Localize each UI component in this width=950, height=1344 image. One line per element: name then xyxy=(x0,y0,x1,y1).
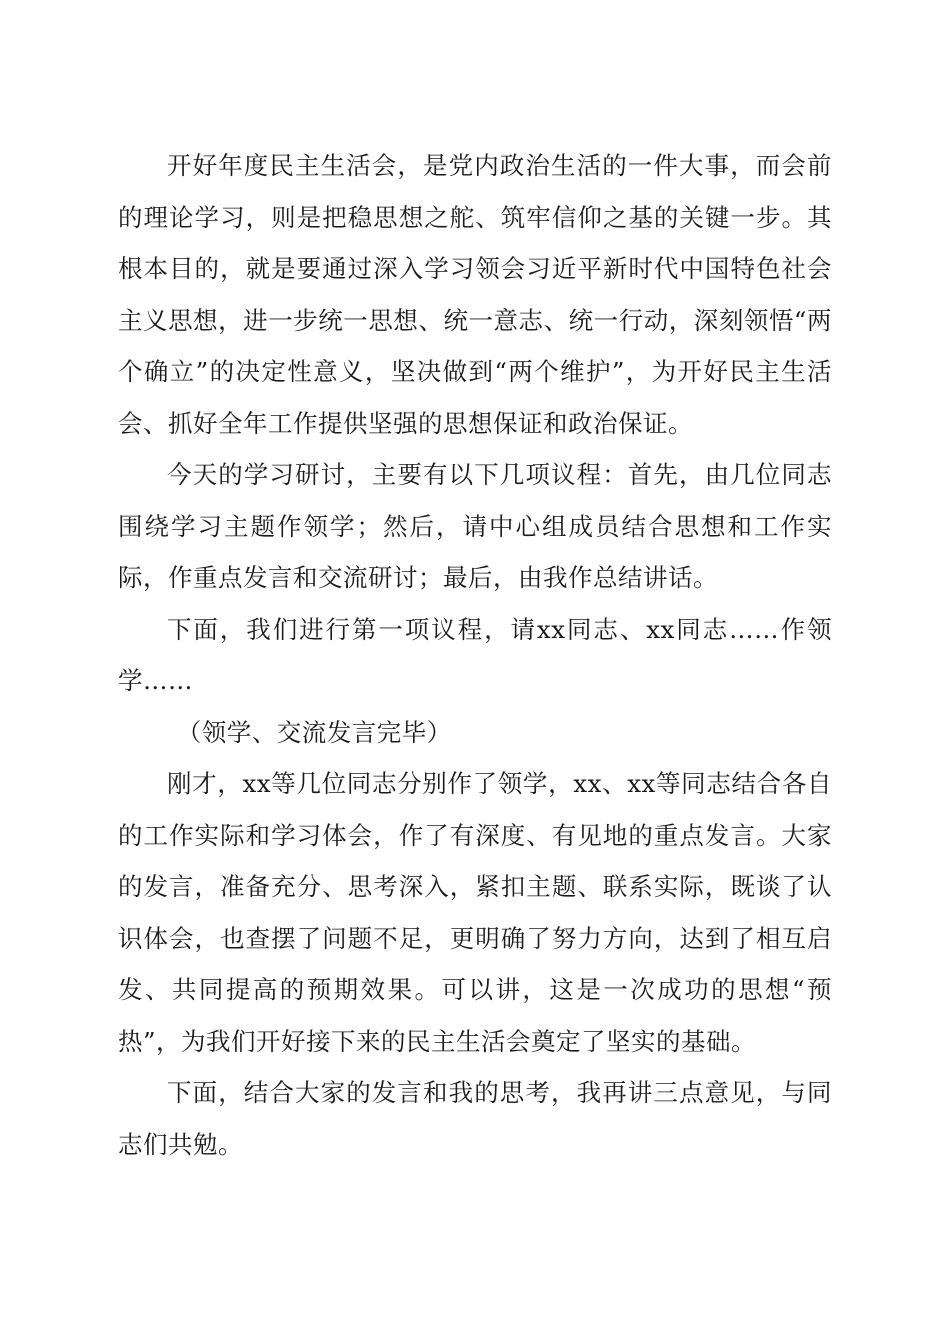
paragraph-opening: 开好年度民主生活会，是党内政治生活的一件大事，而会前的理论学习，则是把稳思想之舵、筑牢信仰之基的关键一步。其根本目的，就是要通过深入学习领会习近平新时代中国特色社会主义思想，进一步统一思想、统一意志、统一行动，深刻领悟“两个确立”的决定性意义，坚决做到“两个维护”，为开好民主生活会、抓好全年工作提供坚强的思想保证和政治保证。 xyxy=(118,151,832,438)
document-body xyxy=(118,140,832,1170)
paragraph-agenda: 今天的学习研讨，主要有以下几项议程：首先，由几位同志围绕学习主题作领学；然后，请中心组成员结合思想和工作实际，作重点发言和交流研讨；最后，由我作总结讲话。 xyxy=(118,460,832,592)
paragraph-review: 刚才，xx等几位同志分别作了领学，xx、xx等同志结合各自的工作实际和学习体会，作了有深度、有见地的重点发言。大家的发言，准备充分、思考深入，紧扣主题、联系实际，既谈了认识体会，也查摆了问题不足，更明确了努力方向，达到了相互启发、共同提高的预期效果。可以讲，这是一次成功的思想“预热”，为我们开好接下来的民主生活会奠定了坚实的基础。 xyxy=(118,769,832,1056)
paragraph-closing: 下面，结合大家的发言和我的思考，我再讲三点意见，与同志们共勉。 xyxy=(118,1078,832,1159)
paragraph-first-item: 下面，我们进行第一项议程，请xx同志、xx同志……作领学…… xyxy=(118,614,832,695)
paragraph-stage-note: （领学、交流发言完毕） xyxy=(176,717,452,747)
